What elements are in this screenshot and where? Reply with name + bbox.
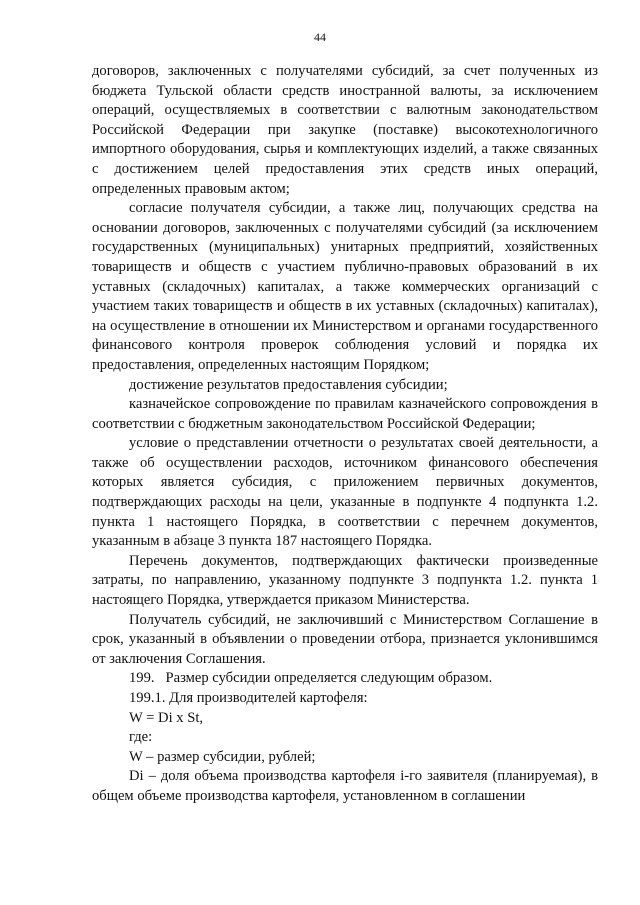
formula: W = Di x St, [129, 709, 204, 726]
paragraph: согласие получателя субсидии, а также лиц, получающих средства на основании договоров, заключенных с получателями субсидий (за исключением государственных (муниципальных) унитарных предприятий, хозяйственных товариществ и обществ с участием публично-правовых образований в их уставных (складочных) капиталах, а также коммерческих организаций с участием таких товариществ и обществ в их уставных (складочных) капиталах), на осуществление в отношении их Министерством и органами государственного финансового контроля проверок соблюдения условий и порядка их предоставления, определенных настоящим Порядком; [92, 200, 598, 373]
paragraph: 199. Размер субсидии определяется следующим образом. [129, 670, 493, 687]
paragraph: достижение результатов предоставления субсидии; [129, 376, 448, 393]
paragraph: казначейское сопровождение по правилам казначейского сопровождения в соответствии с бюджетным законодательством Российской Федерации; [92, 396, 598, 432]
paragraph: Получатель субсидий, не заключивший с Министерством Соглашение в срок, указанный в объявлении о проведении отбора, признается уклонившимся от заключения Соглашения. [92, 611, 598, 667]
definition: Di – доля объема производства картофеля i-го заявителя (планируемая), в общем объеме производства картофеля, установленном в соглашении [92, 768, 598, 804]
paragraph: Перечень документов, подтверждающих фактически произведенные затраты, по направлению, указанному подпункте 3 подпункта 1.2. пункта 1 настоящего Порядка, утверждается приказом Министерства. [92, 552, 598, 609]
page-number: 44 [314, 30, 326, 44]
definition: W – размер субсидии, рублей; [129, 748, 316, 765]
paragraph: где: [129, 729, 153, 746]
paragraph: договоров, заключенных с получателями субсидий, за счет полученных из бюджета Тульской области средств иностранной валюты, за исключением операций, осуществляемых в соответствии с валютным законодательством Российской Федерации при закупке (поставке) высокотехнологичного импортного оборудования, сырья и комплектующих изделий, а также связанных с достижением целей предоставления этих средств иных операций, определенных правовым актом; [92, 63, 598, 197]
paragraph: 199.1. Для производителей картофеля: [129, 690, 368, 706]
paragraph: условие о представлении отчетности о результатах своей деятельности, а также об осуществлении расходов, источником финансового обеспечения которых является субсидия, с приложением первичных документов, подтверждающих расходы на цели, указанные в подпункте 4 подпункта 1.2. пункта 1 настоящего Порядка, в соответствии с перечнем документов, указанным в абзаце 3 пункта 187 настоящего Порядка. [92, 435, 598, 550]
document-body [92, 62, 598, 807]
